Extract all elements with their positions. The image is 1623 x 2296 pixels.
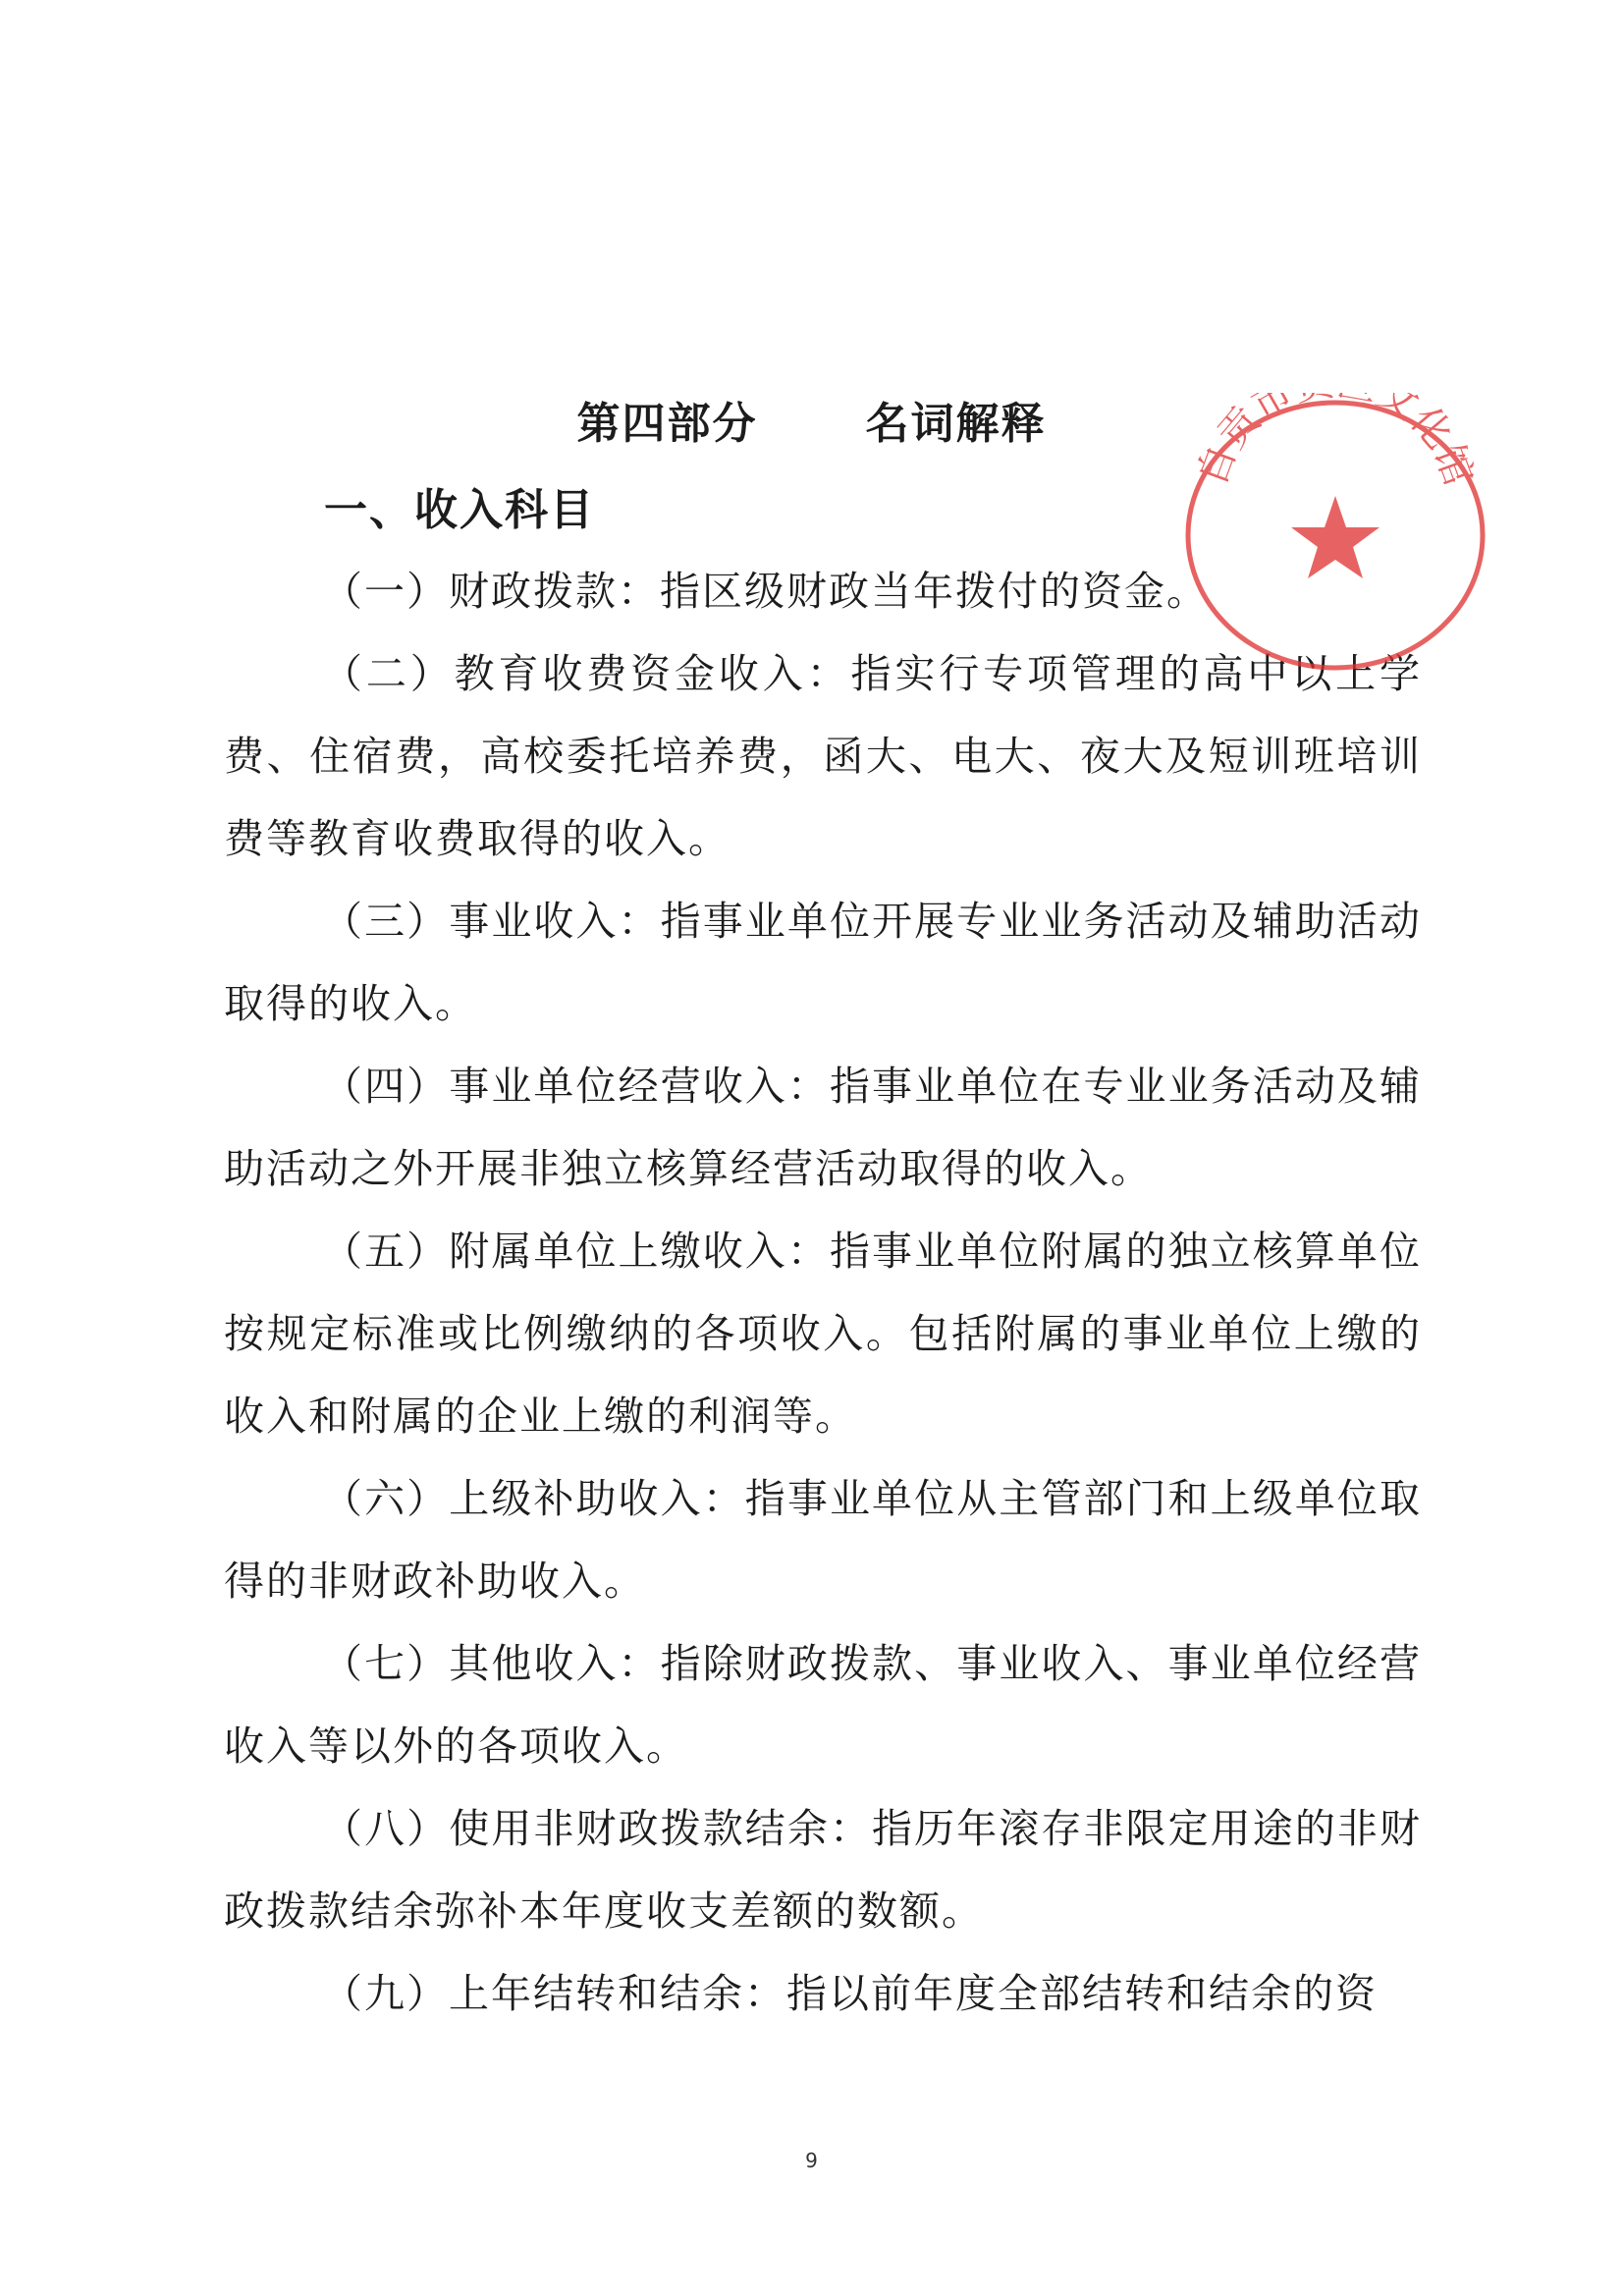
paragraph-3: （三）事业收入：指事业单位开展专业业务活动及辅助活动取得的收入。 — [224, 898, 1422, 1027]
page-number: 9 — [805, 2149, 818, 2172]
paragraph-9: （九）上年结转和结余：指以前年度全部结转和结余的资 — [322, 1970, 1378, 2017]
seal-icon — [1178, 393, 1492, 678]
body-text — [224, 550, 1422, 2035]
seal-text — [1189, 393, 1481, 492]
paragraph-4: （四）事业单位经营收入：指事业单位在专业业务活动及辅助活动之外开展非独立核算经营活动取得的收入。 — [224, 1063, 1422, 1192]
paragraph-6: （六）上级补助收入：指事业单位从主管部门和上级单位取得的非财政补助收入。 — [224, 1475, 1422, 1605]
paragraph-1: （一）财政拨款：指区级财政当年拨付的资金。 — [322, 568, 1209, 615]
seal-text-path: 自贡市 文化馆 — [1189, 393, 1482, 492]
part-title-number: 第四部分 — [576, 399, 758, 449]
paragraph-8: （八）使用非财政拨款结余：指历年滚存非限定用途的非财政拨款结余弥补本年度收支差额的数额。 — [224, 1805, 1422, 1935]
paragraph-7: （七）其他收入：指除财政拨款、事业收入、事业单位经营收入等以外的各项收入。 — [224, 1640, 1422, 1770]
official-seal — [1178, 393, 1492, 678]
seal-star — [1291, 496, 1380, 578]
paragraph-5: （五）附属单位上缴收入：指事业单位附属的独立核算单位按规定标准或比例缴纳的各项收入。包括附属的事业单位上缴的收入和附属的企业上缴的利润等。 — [224, 1228, 1422, 1440]
paragraph-2: （二）教育收费资金收入：指实行专项管理的高中以上学费、住宿费，高校委托培养费，函大、电大、夜大及短训班培训费等教育收费取得的收入。 — [224, 650, 1422, 862]
section-heading: 一、收入科目 — [324, 485, 595, 535]
part-title-name: 名词解释 — [865, 399, 1047, 449]
